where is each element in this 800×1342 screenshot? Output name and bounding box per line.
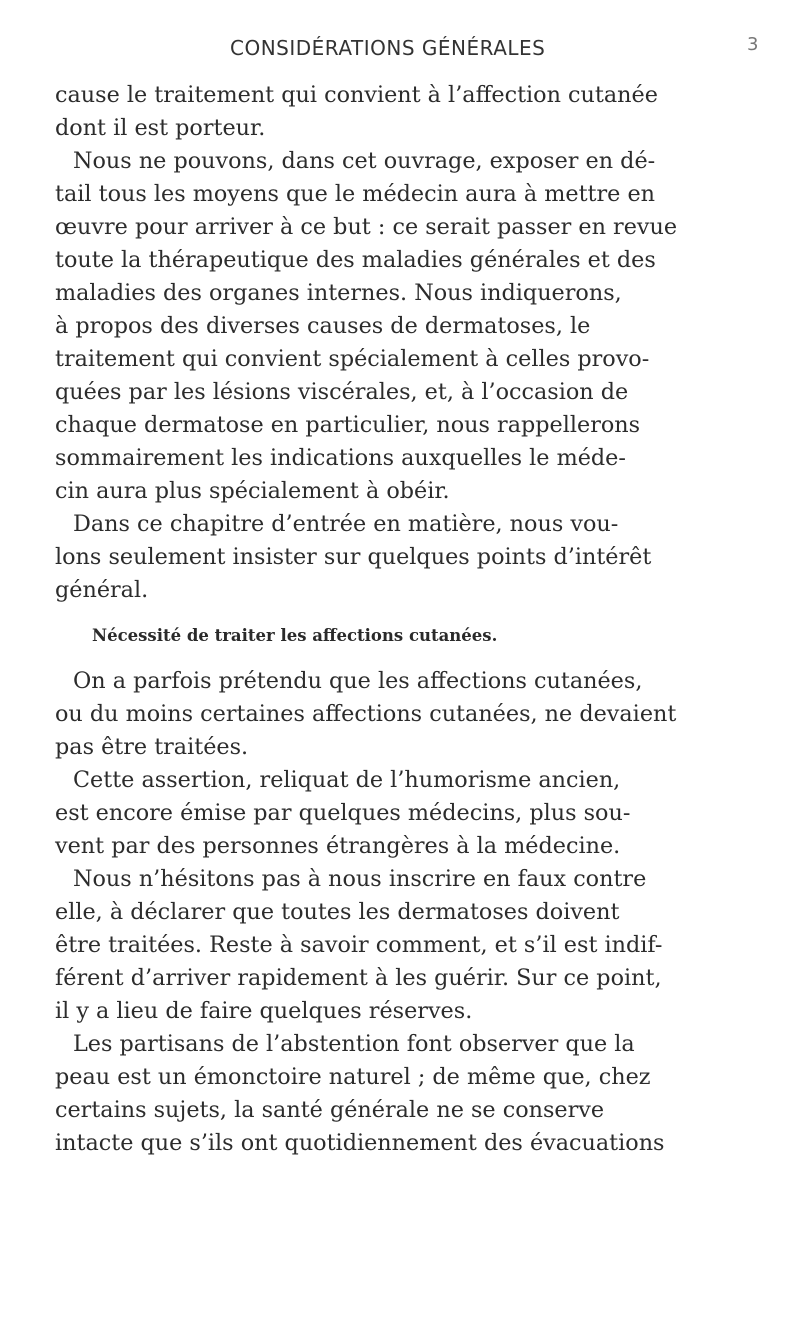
text-line: elle, à déclarer que toutes les dermatoses doivent: [55, 899, 620, 925]
running-head: [0, 36, 800, 66]
text-line: dont il est porteur.: [55, 115, 266, 141]
page-number: 3: [747, 34, 759, 55]
text-line: On a parfois prétendu que les affections cutanées,: [73, 668, 643, 694]
text-line: quées par les lésions viscérales, et, à l’occasion de: [55, 379, 629, 405]
text-line: pas être traitées.: [55, 734, 249, 760]
text-line: Les partisans de l’abstention font observer que la: [73, 1031, 635, 1057]
text-line: ou du moins certaines affections cutanées, ne devaient: [55, 701, 677, 727]
text-line: tail tous les moyens que le médecin aura à mettre en: [55, 181, 656, 207]
text-line: cause le traitement qui convient à l’affection cutanée: [55, 82, 658, 108]
text-line: traitement qui convient spécialement à celles provo-: [55, 346, 650, 372]
text-line: lons seulement insister sur quelques points d’intérêt: [55, 544, 652, 570]
text-line: certains sujets, la santé générale ne se conserve: [55, 1097, 605, 1123]
text-line: sommairement les indications auxquelles le méde-: [55, 445, 626, 471]
text-line: Cette assertion, reliquat de l’humorisme ancien,: [73, 767, 621, 793]
text-line: Dans ce chapitre d’entrée en matière, nous vou-: [73, 511, 619, 537]
section-heading: Nécessité de traiter les affections cutanées.: [92, 626, 498, 645]
text-line: est encore émise par quelques médecins, plus sou-: [55, 800, 631, 826]
text-line: chaque dermatose en particulier, nous rappellerons: [55, 412, 641, 438]
text-line: peau est un émonctoire naturel ; de même que, chez: [55, 1064, 651, 1090]
text-line: toute la thérapeutique des maladies générales et des: [55, 247, 656, 273]
text-line: cin aura plus spécialement à obéir.: [55, 478, 450, 504]
text-line: à propos des diverses causes de dermatoses, le: [55, 313, 591, 339]
text-line: œuvre pour arriver à ce but : ce serait passer en revue: [55, 214, 678, 240]
text-line: intacte que s’ils ont quotidiennement des évacuations: [55, 1130, 665, 1156]
text-line: férent d’arriver rapidement à les guérir. Sur ce point,: [55, 965, 662, 991]
text-line: général.: [55, 577, 149, 603]
text-line: Nous ne pouvons, dans cet ouvrage, exposer en dé-: [73, 148, 656, 174]
running-title: CONSIDÉRATIONS GÉNÉRALES: [230, 36, 546, 60]
text-line: maladies des organes internes. Nous indiquerons,: [55, 280, 622, 306]
text-line: vent par des personnes étrangères à la médecine.: [55, 833, 621, 859]
text-line: Nous n’hésitons pas à nous inscrire en faux contre: [73, 866, 647, 892]
text-line: il y a lieu de faire quelques réserves.: [55, 998, 473, 1024]
text-line: être traitées. Reste à savoir comment, et s’il est indif-: [55, 932, 663, 958]
